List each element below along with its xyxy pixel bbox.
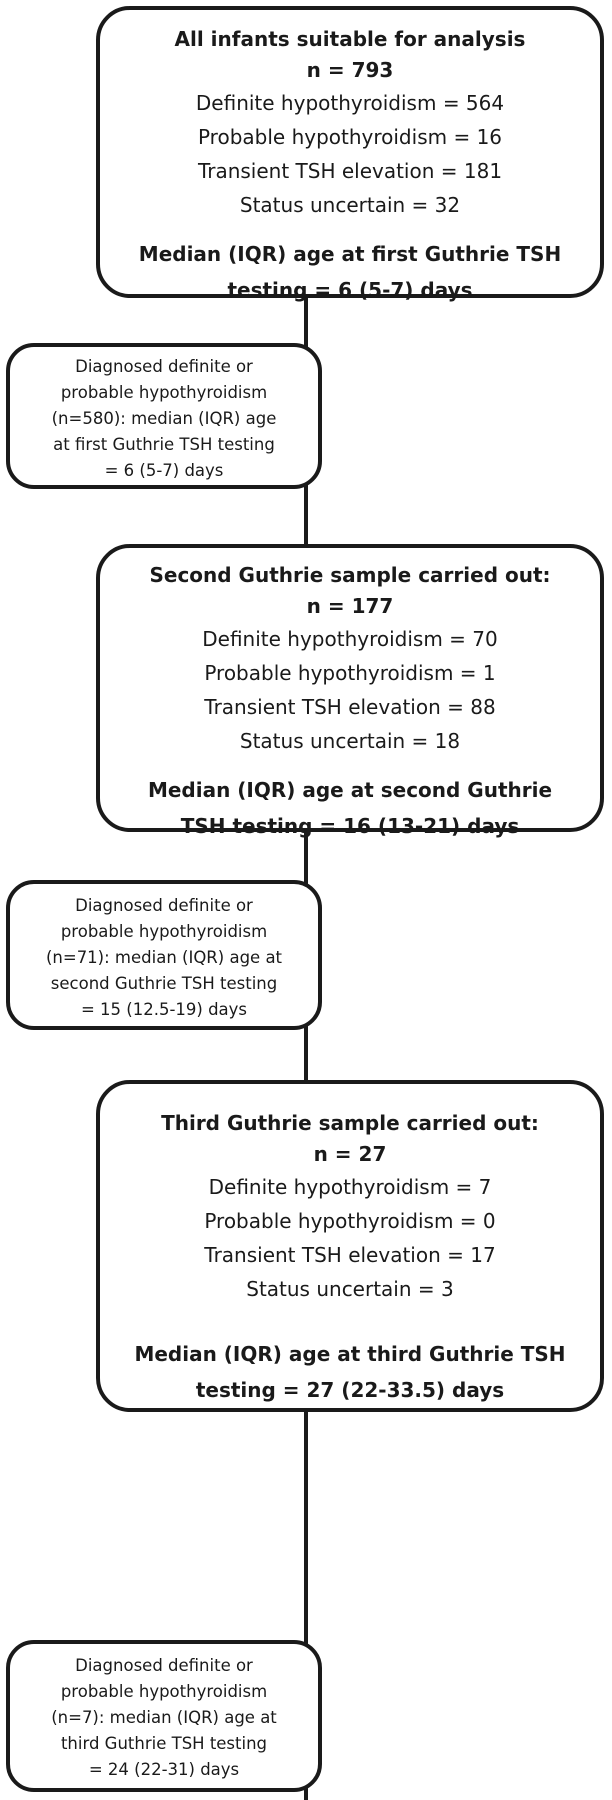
box-row: Status uncertain = 18 bbox=[239, 729, 461, 753]
box-row: Probable hypothyroidism = 0 bbox=[204, 1209, 496, 1233]
box-row: Transient TSH elevation = 88 bbox=[204, 695, 496, 719]
box-row: Probable hypothyroidism = 16 bbox=[197, 125, 503, 149]
side-row: second Guthrie TSH testing bbox=[50, 974, 278, 993]
side-row: = 15 (12.5-19) days bbox=[80, 1000, 248, 1019]
box-title: All infants suitable for analysis bbox=[174, 27, 526, 51]
side-row: = 6 (5-7) days bbox=[104, 461, 224, 480]
box-title: Third Guthrie sample carried out: bbox=[161, 1111, 539, 1135]
box-footer: testing = 6 (5-7) days bbox=[227, 278, 473, 302]
box-third-guthrie bbox=[96, 1080, 604, 1412]
side-row: third Guthrie TSH testing bbox=[60, 1734, 268, 1753]
side-row: probable hypothyroidism bbox=[60, 383, 268, 402]
side-row: Diagnosed definite or bbox=[75, 1656, 253, 1675]
box-footer: testing = 27 (22-33.5) days bbox=[195, 1378, 505, 1402]
box-row: Status uncertain = 3 bbox=[246, 1277, 454, 1301]
box-n: n = 27 bbox=[313, 1142, 387, 1166]
box-footer: Median (IQR) age at third Guthrie TSH bbox=[134, 1342, 566, 1366]
box-row: Transient TSH elevation = 181 bbox=[197, 159, 503, 183]
box-row: Status uncertain = 32 bbox=[239, 193, 461, 217]
side-row: at first Guthrie TSH testing bbox=[53, 435, 275, 454]
side-row: (n=580): median (IQR) age bbox=[51, 409, 277, 428]
box-all-infants bbox=[96, 6, 604, 302]
box-footer: Median (IQR) age at first Guthrie TSH bbox=[138, 242, 562, 266]
side-row: Diagnosed definite or bbox=[75, 896, 253, 915]
side-row: probable hypothyroidism bbox=[60, 1682, 268, 1701]
box-title: Second Guthrie sample carried out: bbox=[149, 563, 551, 587]
box-row: Definite hypothyroidism = 70 bbox=[202, 627, 498, 651]
side-row: (n=7): median (IQR) age at bbox=[51, 1708, 277, 1727]
box-row: Probable hypothyroidism = 1 bbox=[204, 661, 496, 685]
box-second-guthrie bbox=[96, 544, 604, 838]
box-row: Definite hypothyroidism = 564 bbox=[195, 91, 505, 115]
box-row: Transient TSH elevation = 17 bbox=[204, 1243, 496, 1267]
box-n: n = 177 bbox=[306, 594, 394, 618]
box-row: Definite hypothyroidism = 7 bbox=[208, 1175, 492, 1199]
box-footer: Median (IQR) age at second Guthrie bbox=[147, 778, 553, 802]
side-row: (n=71): median (IQR) age at bbox=[45, 948, 283, 967]
side-row: probable hypothyroidism bbox=[60, 922, 268, 941]
box-n: n = 793 bbox=[306, 58, 394, 82]
side-row: = 24 (22-31) days bbox=[88, 1760, 240, 1779]
box-footer: TSH testing = 16 (13-21) days bbox=[180, 814, 520, 838]
side-box-first bbox=[6, 343, 322, 489]
side-box-second bbox=[6, 880, 322, 1030]
side-row: Diagnosed definite or bbox=[75, 357, 253, 376]
side-box-third bbox=[6, 1640, 322, 1792]
